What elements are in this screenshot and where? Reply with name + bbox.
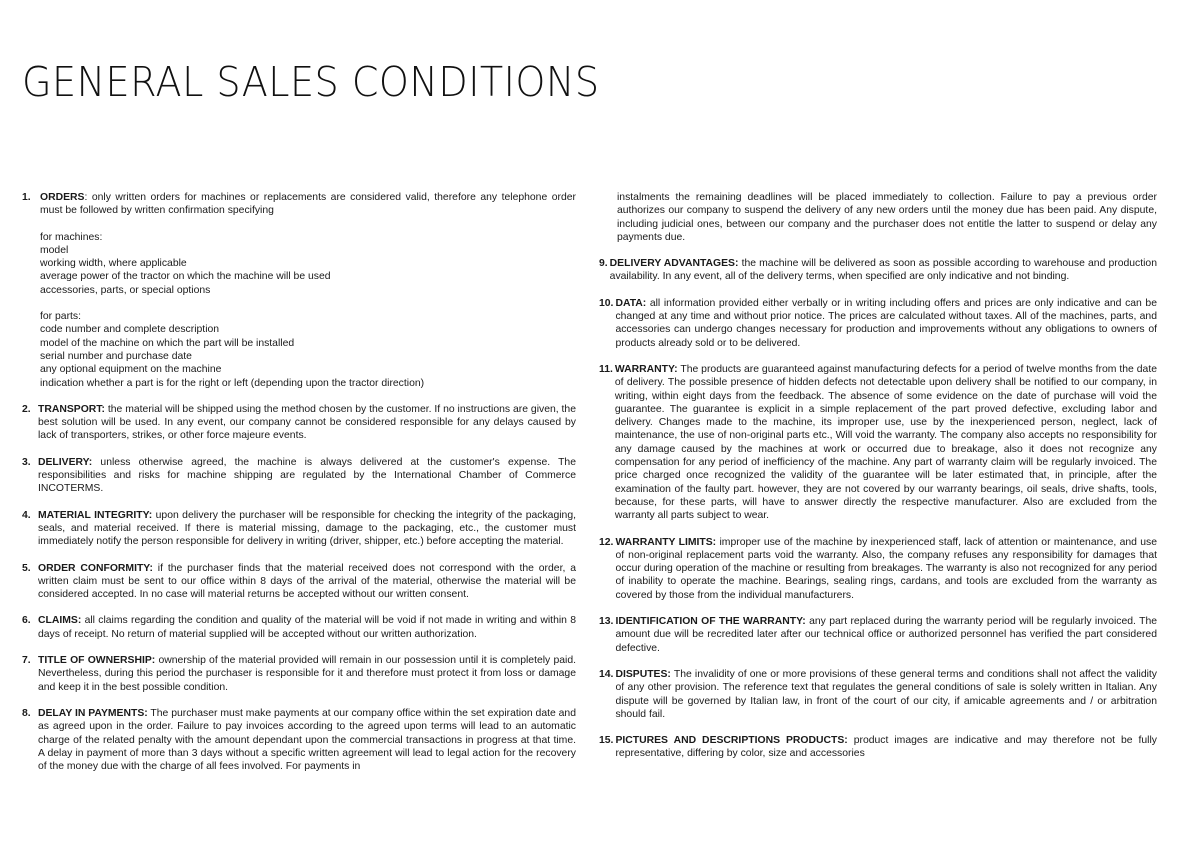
clause-number: 14. (599, 668, 614, 680)
clause-number: 6. (22, 615, 31, 627)
clause-orders (22, 191, 576, 390)
clause-heading: DATA: (615, 297, 647, 309)
clause-number: 2. (22, 403, 31, 415)
clause-heading: DISPUTES: (615, 668, 671, 680)
clause-disputes (599, 668, 1157, 721)
list-item: indication whether a part is for the right or left (depending upon the tractor direction) (40, 377, 425, 389)
clause-heading: TITLE OF OWNERSHIP: (38, 655, 156, 667)
clause-body (38, 614, 576, 641)
clause-body (38, 456, 576, 496)
list-item: model of the machine on which the part will be installed (40, 337, 295, 349)
clause-heading: MATERIAL INTEGRITY: (38, 509, 153, 521)
clause-body (38, 509, 576, 549)
clause-number: 3. (22, 456, 31, 468)
right-column (599, 191, 1157, 761)
parts-heading: for parts: (40, 311, 81, 323)
clause-pictures-and-descriptions (599, 734, 1157, 761)
clause-heading: CLAIMS: (38, 615, 82, 627)
clause-heading: IDENTIFICATION OF THE WARRANTY: (615, 616, 806, 628)
list-item: accessories, parts, or special options (40, 284, 211, 296)
clause-number: 12. (599, 536, 614, 548)
clause-number: 13. (599, 616, 614, 628)
clause-text: unless otherwise agreed, the machine is always delivered at the customer's expense. The responsibilities and risks for machine shipping are regulated by the International Chamber of Commerce INCOTERMS. (38, 456, 576, 495)
clause-text: The invalidity of one or more provisions of these general terms and conditions shall not affect the validity of any other provision. The reference text that regulates the general conditions of sale is solely written in Italian. Any dispute will be governed by Italian law, in front of the court of our city, if amicable agreements and / or arbitration should fail. (615, 668, 1157, 720)
clause-body (615, 297, 1157, 350)
clause-body (615, 615, 1157, 655)
clause-body (615, 363, 1157, 523)
clause-identification-of-warranty (599, 615, 1157, 655)
clause-data (599, 297, 1157, 350)
clause-text: The purchaser must make payments at our company office within the set expiration date and as agreed upon in the order. Failure to pay invoices according to the agreed upon terms will lead to an automatic charge of the related penalty with the amount dependant upon the commercial transactions in progress at that time. A delay in payment of more than 3 days without a specific written agreement will lead to legal action for the recovery of the money due with the charge of all fees involved. For payments in (38, 707, 576, 773)
clause-delivery (22, 456, 576, 496)
clause-heading: ORDERS (40, 192, 85, 203)
clause-number: 11. (599, 363, 613, 375)
clause-material-integrity (22, 509, 576, 549)
clause-transport (22, 403, 576, 443)
clause-number: 1. (22, 192, 31, 203)
clause-body (38, 654, 576, 694)
clause-title-of-ownership (22, 654, 576, 694)
clause-body (610, 257, 1157, 284)
clause-text: any part replaced during the warranty period will be regularly invoiced. The amount due will be recredited later after our technical office or authorized personnel has verified the part considered defective. (615, 616, 1158, 654)
clause-body (38, 191, 576, 390)
clause-heading: ORDER CONFORMITY: (38, 562, 153, 574)
clause-text: if the purchaser finds that the material received does not correspond with the order, a written claim must be sent to our office within 8 days of the arrival of the material, otherwise the material will be considered accepted. In no case will material returns be accepted without our written consent. (38, 562, 576, 601)
list-item: serial number and purchase date (40, 350, 192, 362)
clause-heading: DELIVERY: (38, 456, 93, 468)
clause-body (38, 403, 576, 443)
clause-text: the material will be shipped using the method chosen by the customer. If no instructions are given, the best solution will be used. In any event, our company cannot be considered responsible for any delays caused by lack of transporters, strikes, or other force majeure events. (38, 403, 576, 442)
clause-delay-in-payments (22, 707, 576, 773)
clause-number: 4. (22, 509, 31, 521)
clause-number: 9. (599, 258, 608, 270)
list-item: any optional equipment on the machine (40, 364, 222, 376)
clause-body (615, 734, 1157, 761)
clause-text: : only written orders for machines or replacements are considered valid, therefore any telephone order must be followed by written confirmation specifying (40, 192, 576, 217)
clause-body (38, 562, 576, 602)
list-item: model (40, 244, 69, 256)
clause-delay-in-payments-continued: instalments the remaining deadlines will be placed immediately to collection. Failure to pay a previous order authorizes our company to suspend the delivery of any new orders until the money due has been paid. Any dispute, including judicial ones, between our company and the purchaser does not entitle the latter to suspend or delay any payments due. (617, 192, 1157, 243)
clause-number: 8. (22, 707, 31, 719)
clause-number: 10. (599, 297, 614, 309)
clause-text: ownership of the material provided will remain in our possession until it is completely paid. Nevertheless, during this period the purchaser is responsible for it and therefore must protect it from loss or damage and keep it in the best possible condition. (38, 655, 576, 693)
page-title: GENERAL SALES CONDITIONS (22, 58, 600, 106)
clause-claims (22, 614, 576, 641)
clause-body (38, 707, 576, 773)
clause-number: 15. (599, 735, 614, 747)
clause-heading: DELAY IN PAYMENTS: (38, 707, 148, 719)
clause-text: all information provided either verbally or in writing including offers and prices are only indicative and can be changed at any time and without prior notice. The prices are calculated without taxes. All of the machines, parts, and accessories can undergo changes necessary for production and improvements without any obligations to owners of products already sold or to be delivered. (615, 297, 1157, 349)
clause-text: product images are indicative and may therefore not be fully representative, differing by color, size and accessories (615, 735, 1157, 760)
clause-order-conformity (22, 562, 576, 602)
machines-heading: for machines: (40, 231, 103, 243)
left-column (22, 191, 576, 773)
clause-text: improper use of the machine by inexperienced staff, lack of attention or maintenance, and use of non-original replacement parts void the warranty. Also, the company refuses any responsibility for damages that occur during operation of the machine or resulting from breakages. The warranty is also not recognized for any period of inability to operate the machine. Bearings, sealing rings, cardans, and tools are excluded from the warranty as covered by those from the individual manufacturers. (615, 536, 1158, 601)
clause-heading: WARRANTY: (614, 363, 678, 375)
clause-warranty (599, 363, 1157, 523)
clause-number: 5. (22, 562, 31, 574)
clause-body (615, 668, 1157, 721)
list-item: code number and complete description (40, 324, 220, 336)
clause-heading: TRANSPORT: (38, 403, 105, 415)
list-item: average power of the tractor on which the machine will be used (40, 271, 331, 283)
clause-delivery-advantages (599, 257, 1157, 284)
clause-text: the machine will be delivered as soon as possible according to warehouse and production availability. In any event, all of the delivery terms, when specified are only indicative and not binding. (609, 258, 1157, 283)
clause-heading: PICTURES AND DESCRIPTIONS PRODUCTS: (615, 735, 848, 747)
machines-list (40, 231, 576, 297)
parts-list (40, 310, 576, 390)
clause-number: 7. (22, 655, 31, 667)
clause-warranty-limits (599, 536, 1157, 602)
clause-text: The products are guaranteed against manufacturing defects for a period of twelve months from the date of delivery. The possible presence of hidden defects not detectable upon delivery shall be notified to our company, in writing, within eight days from the feedback. The absence of some evidence on the date of purchase will void the guarantee. The guarantee is explicit in a simple replacement of the part proved defective, excluding labor and delivery. Changes made to the machine, its improper use, use by the inexperienced person, neglect, lack of maintenance, the use of non-original parts etc., Will void the warranty. The company also accepts no responsibility for any damage caused by the machines at work or occurred due to breakage, also it does not recognize any compensation for any period of inefficiency of the machine. Any part of warranty claim will be regularly invoiced. The price charged once recognized the validity of the guarantee will be later estimated that, in principle, after the examination of the faulty part. however, they are not covered by our warranty bearings, oil seals, drive shafts, tools, because, for these parts, will have to answer directly the respective manufacturer. Also are excluded from the warranty all parts subject to wear. (614, 363, 1157, 522)
clause-text: upon delivery the purchaser will be responsible for checking the integrity of the packaging, seals, and material received. If there is material missing, damage to the packaging, etc., the customer must immediately notify the person responsible for delivery in writing (driver, shipper, etc.) before accepting the material. (38, 509, 576, 548)
clause-body (615, 536, 1157, 602)
clause-text: all claims regarding the condition and quality of the material will be void if not made in writing and within 8 days of receipt. No return of material supplied will be accepted without our written authorization. (38, 615, 576, 640)
clause-heading: DELIVERY ADVANTAGES: (609, 258, 739, 270)
clause-heading: WARRANTY LIMITS: (615, 536, 717, 548)
list-item: working width, where applicable (40, 258, 187, 270)
